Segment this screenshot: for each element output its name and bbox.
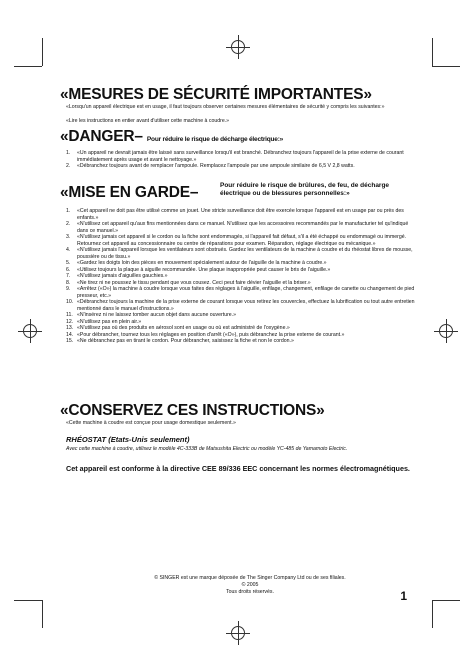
safety-read-instructions: «Lire les instructions en entier avant d'utiliser cette machine à coudre.» — [66, 118, 230, 124]
rheostat-text: Avec cette machine à coudre, utilisez le modèle 4C-333B de Matsushita Electric ou modèle YC-485 de Yamamoto Electric. — [66, 446, 348, 452]
list-item-text: «Ne débranchez pas en tirant le cordon. Pour débrancher, saisissez la fiche et non le cordon.» — [77, 338, 294, 344]
rheostat-title: RHÉOSTAT (Etats-Unis seulement) — [66, 435, 190, 444]
list-item — [66, 208, 416, 221]
list-item-number: 9. — [66, 286, 71, 292]
list-item-text: «N'utilisez jamais l'appareil lorsque les ventilateurs sont obstrués. Gardez les ventilateurs de la machine à coudre et du rhéostat libres de mousse, poussière ou de tissu.» — [77, 247, 413, 260]
danger-heading — [60, 128, 283, 146]
list-item-number: 15. — [66, 338, 74, 344]
list-item — [66, 150, 416, 163]
list-item-text: «N'utilisez pas où des produits en aérosol sont en usage ou où est administré de l'oxygène.» — [77, 325, 290, 331]
list-item — [66, 286, 416, 299]
list-item — [66, 247, 416, 260]
copyright-line-1: © SINGER est une marque déposée de The Singer Company Ltd ou de ses filiales. — [154, 575, 346, 581]
crop-mark — [432, 38, 433, 66]
list-item-text: «Un appareil ne devrait jamais être laissé sans surveillance lorsqu'il est branché. Débranchez toujours l'appareil de la prise externe de courant immédiatement après usage et avant le nettoyage.» — [77, 150, 404, 163]
danger-list — [66, 150, 416, 170]
copyright-footer — [140, 575, 360, 595]
list-item-text: «Arrêtez («O») la machine à coudre lorsque vous faites des réglages à l'aiguille, enfilage, changement, enfilage de canette ou changement de pied presseur, etc.» — [77, 286, 415, 299]
registration-mark-bottom — [231, 626, 245, 640]
warning-list — [66, 208, 416, 345]
list-item-text: «Débranchez toujours avant de remplacer l'ampoule. Remplacez l'ampoule par une ampoule similaire de 6,5 V 2,8 watts. — [77, 163, 355, 169]
safety-intro: «Lorsqu'un appareil électrique est en usage, il faut toujours observer certaines mesures élémentaires de sécurité y compris les suivantes:» — [66, 104, 385, 110]
warning-title: «MISE EN GARDE– — [60, 184, 199, 201]
crop-mark — [14, 66, 42, 67]
list-item-number: 13. — [66, 325, 74, 331]
list-item-text: «Cet appareil ne doit pas être utilisé comme un jouet. Une stricte surveillance doit être exercée lorsque l'appareil est en usage par ou près des enfants.» — [77, 208, 404, 221]
safety-title: «MESURES DE SÉCURITÉ IMPORTANTES» — [60, 86, 372, 103]
list-item-number: 1. — [66, 150, 71, 156]
conserve-title: «CONSERVEZ CES INSTRUCTIONS» — [60, 402, 325, 419]
list-item-number: 2. — [66, 221, 71, 227]
crop-mark — [432, 600, 460, 601]
list-item-number: 2. — [66, 163, 71, 169]
crop-mark — [14, 600, 42, 601]
list-item — [66, 221, 416, 234]
list-item-text: «Gardez les doigts loin des pièces en mouvement spécialement autour de l'aiguille de la machine à coudre.» — [77, 260, 327, 266]
page-number: 1 — [400, 589, 407, 603]
list-item-text: «N'utilisez jamais cet appareil si le cordon ou la fiche sont endommagés, si l'appareil fait défaut, s'il a été échappé ou endommagé ou immergé. Retournez cet appareil au concessionnaire ou centre de réparations pour examen. Réparation, réglage électrique ou mécanique.» — [77, 234, 407, 247]
danger-subtitle: Pour réduire le risque de décharge électrique:» — [146, 136, 284, 143]
list-item-text: «N'utilisez cet appareil qu'aux fins mentionnées dans ce manuel. N'utilisez que les accessoires recommandés par le manufacturier tel qu'indiqué dans ce manuel.» — [77, 221, 409, 234]
list-item-number: 11. — [66, 312, 73, 318]
list-item-number: 6. — [66, 266, 71, 273]
crop-mark — [42, 600, 43, 628]
registration-mark-left — [23, 324, 37, 338]
crop-mark — [42, 38, 43, 66]
list-item-text: «N'utilisez jamais d'aiguilles gauchies.» — [77, 273, 168, 279]
crop-mark — [432, 66, 460, 67]
list-item — [66, 163, 416, 170]
list-item — [66, 234, 416, 247]
list-item-number: 10. — [66, 299, 74, 305]
copyright-line-3: Tous droits réservés. — [226, 588, 274, 595]
list-item-number: 3. — [66, 234, 71, 240]
registration-mark-right — [439, 324, 453, 338]
danger-title: «DANGER– — [60, 128, 143, 145]
copyright-line-2: © 2005 — [241, 581, 259, 588]
list-item-number: 8. — [66, 279, 71, 286]
list-item-text: «Ne tirez ni ne poussez le tissu pendant que vous cousez. Ceci peut faire dévier l'aiguille et la briser.» — [77, 279, 311, 286]
list-item-text: «Débranchez toujours la machine de la prise externe de courant lorsque vous retirez les couvercles, effectuez la lubrification ou tout autre entretien mentionné dans le manuel d'instructions.» — [77, 299, 415, 312]
list-item-number: 1. — [66, 208, 71, 214]
list-item-number: 7. — [66, 273, 71, 279]
conserve-text: «Cette machine à coudre est conçue pour usage domestique seulement.» — [66, 420, 236, 426]
list-item-text: «Pour débrancher, tournez tous les réglages en position d'arrêt («O»), puis débranchez la prise externe de courant.» — [77, 331, 345, 338]
list-item — [66, 299, 416, 312]
list-item-text: «N'utilisez pas en plein air.» — [77, 318, 142, 325]
list-item-number: 14. — [66, 331, 74, 338]
list-item-text: «Utilisez toujours la plaque à aiguille recommandée. Une plaque inappropriée peut causer le bris de l'aiguille.» — [77, 266, 331, 273]
directive-text: Cet appareil est conforme à la directive CEE 89/336 EEC concernant les normes électromagnétiques. — [66, 464, 410, 473]
registration-mark-top — [231, 40, 245, 54]
crop-mark — [432, 600, 433, 628]
list-item-text: «N'insérez ni ne laissez tomber aucun objet dans aucune ouverture.» — [77, 312, 237, 318]
list-item-number: 5. — [66, 260, 71, 266]
warning-subtitle: Pour réduire le risque de brûlures, de feu, de décharge électrique ou de blessures personnelles:» — [220, 182, 390, 197]
list-item-number: 4. — [66, 247, 71, 253]
list-item — [66, 338, 416, 345]
list-item-number: 12. — [66, 318, 74, 325]
